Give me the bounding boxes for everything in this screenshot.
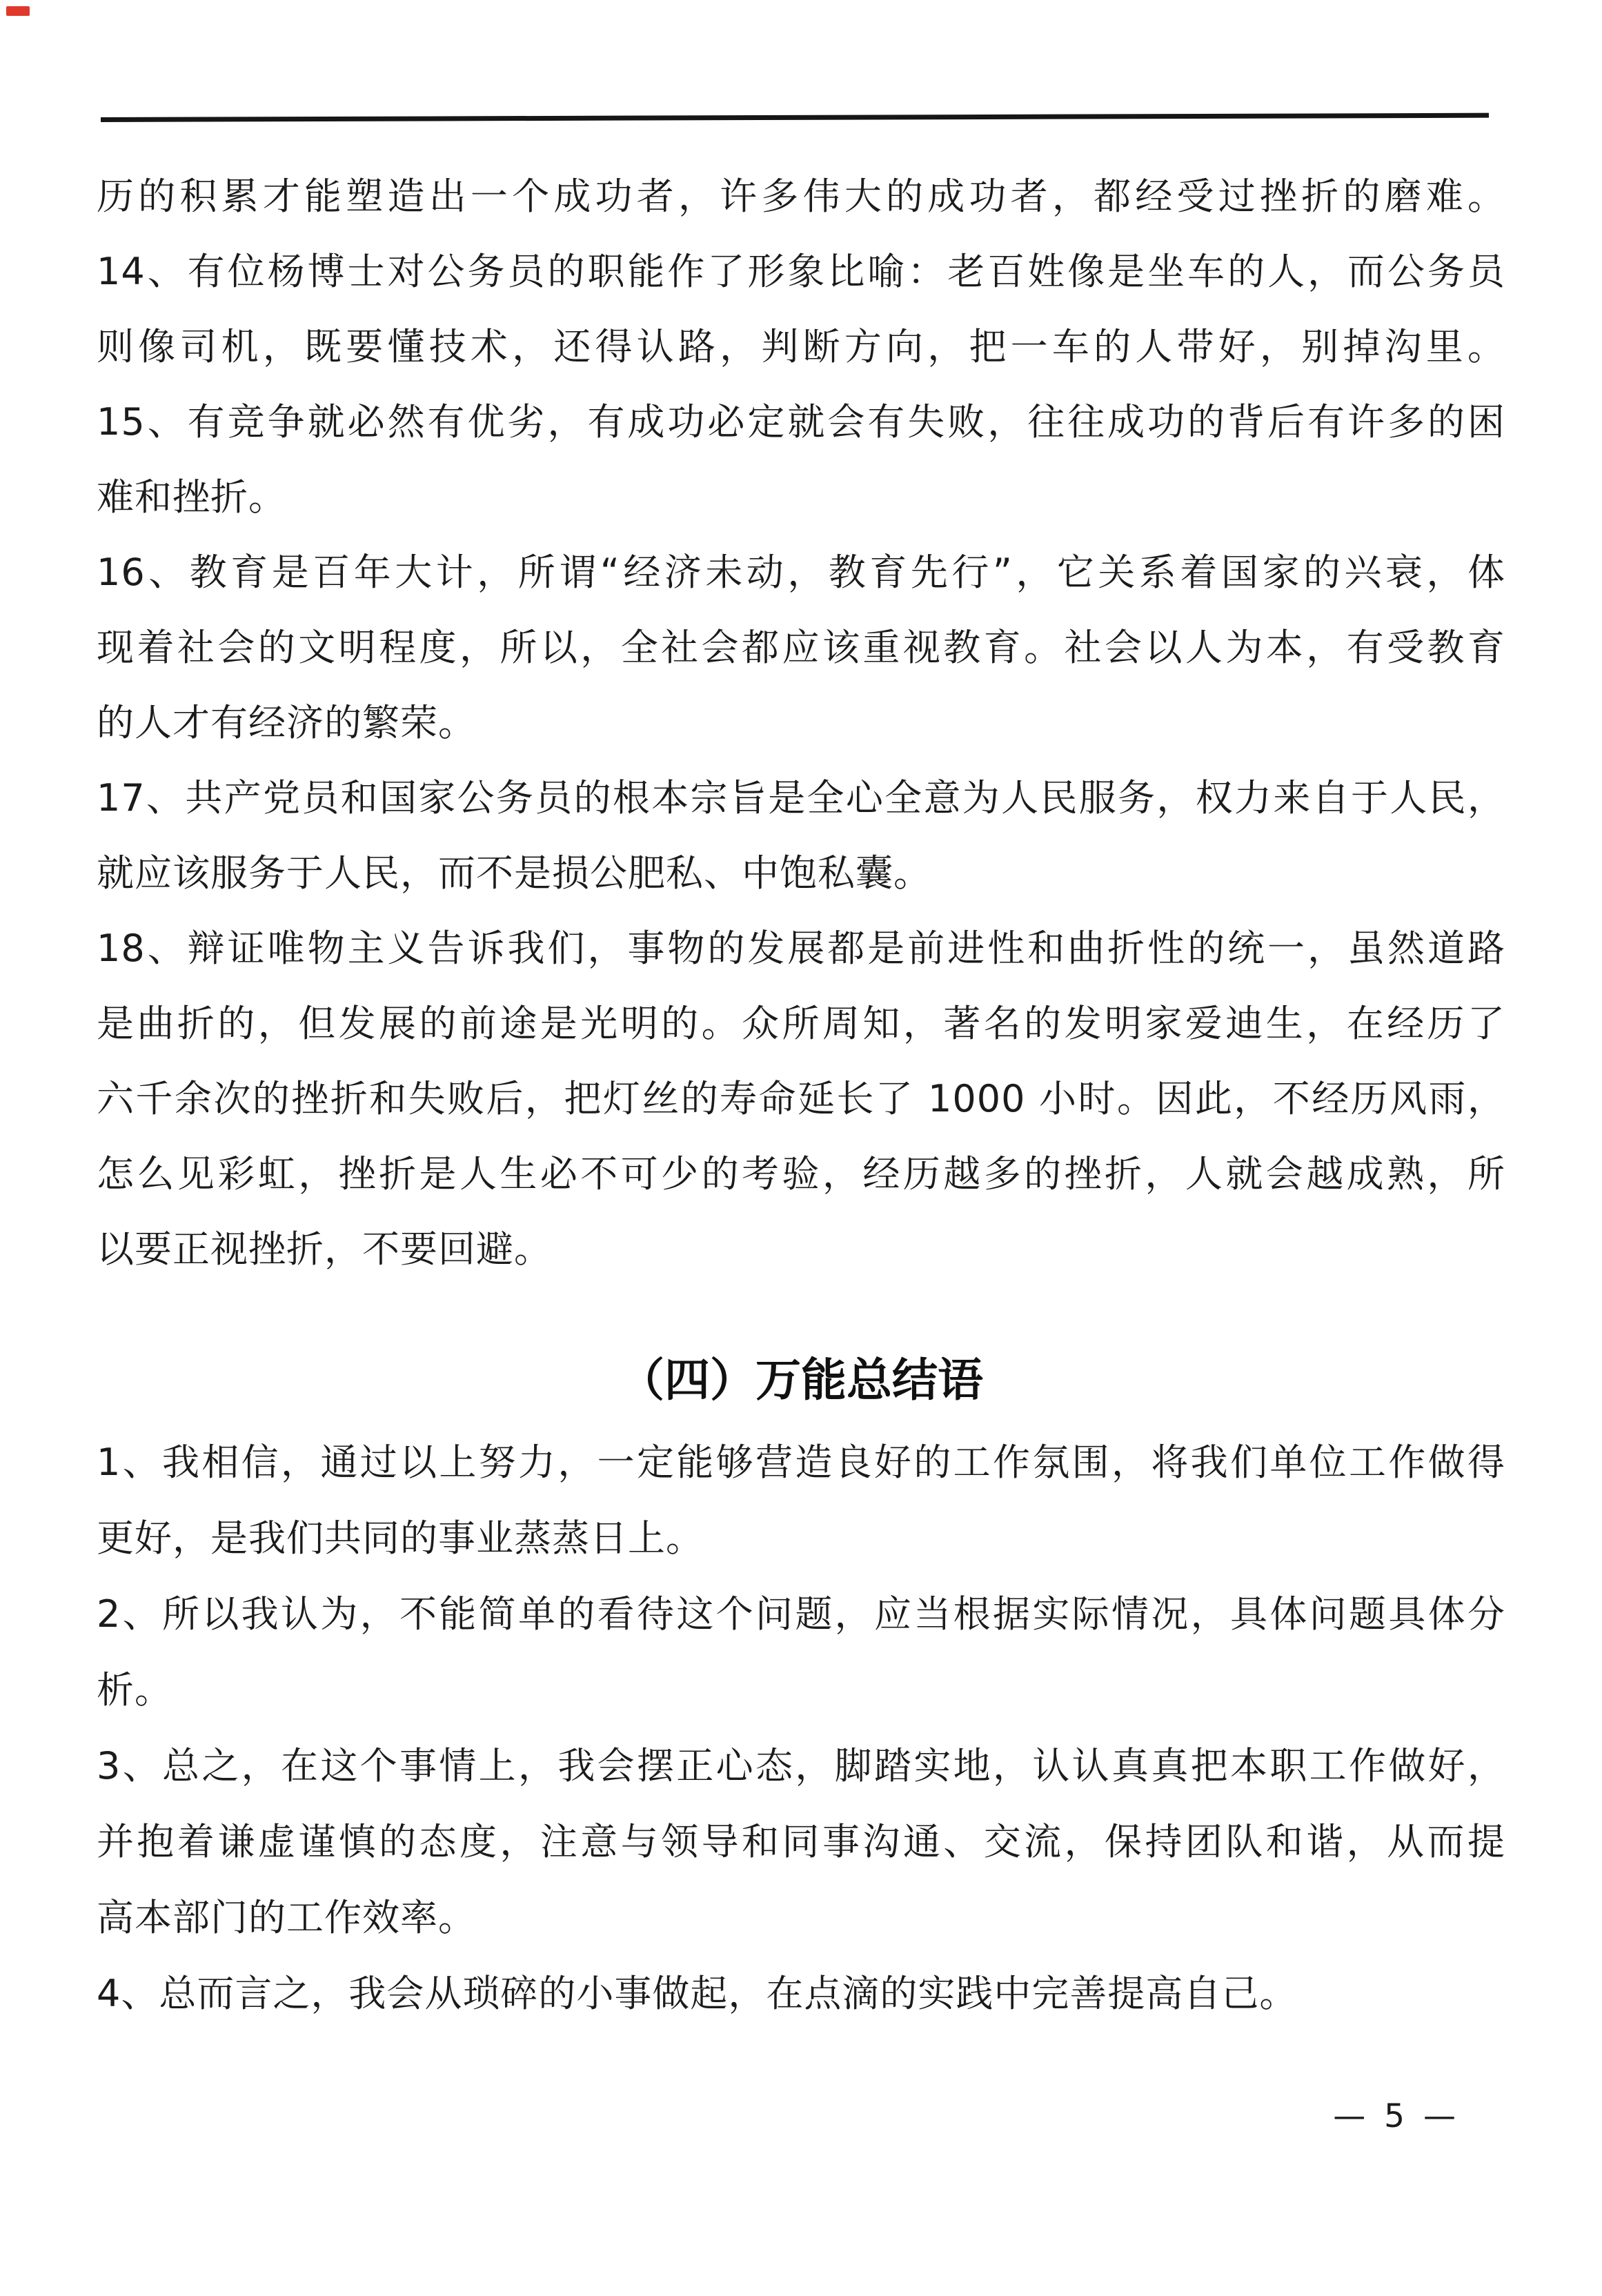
document-line: 17、共产党员和国家公务员的根本宗旨是全心全意为人民服务，权力来自于人民，: [97, 776, 1505, 820]
document-line: 16、教育是百年大计，所谓“经济未动，教育先行”，它关系着国家的兴衰，体: [97, 551, 1505, 594]
body-text-block: [97, 159, 1505, 1287]
document-line: 历的积累才能塑造出一个成功者，许多伟大的成功者，都经受过挫折的磨难。: [97, 175, 1505, 218]
document-line: 并抱着谦虚谨慎的态度，注意与领导和同事沟通、交流，保持团队和谐，从而提: [97, 1820, 1505, 1863]
document-line: 难和挫折。: [97, 475, 286, 519]
document-line: 以要正视挫折，不要回避。: [97, 1227, 552, 1271]
document-line: 1、我相信，通过以上努力，一定能够营造良好的工作氛围，将我们单位工作做得: [97, 1441, 1505, 1484]
page-number: — 5 —: [1333, 2097, 1460, 2135]
header-rule: [101, 113, 1489, 122]
document-line: 怎么见彩虹，挫折是人生必不可少的考验，经历越多的挫折，人就会越成熟，所: [97, 1152, 1505, 1196]
document-line: 3、总之，在这个事情上，我会摆正心态，脚踏实地，认认真真把本职工作做好，: [97, 1744, 1505, 1788]
document-line: 现着社会的文明程度，所以，全社会都应该重视教育。社会以人为本，有受教育: [97, 626, 1505, 669]
summary-text-block: [97, 1425, 1505, 2032]
document-line: 15、有竞争就必然有优劣，有成功必定就会有失败，往往成功的背后有许多的困: [97, 400, 1505, 444]
document-line: 是曲折的，但发展的前途是光明的。众所周知，著名的发明家爱迪生，在经历了: [97, 1002, 1505, 1045]
document-line: 高本部门的工作效率。: [97, 1896, 476, 1939]
document-line: 2、所以我认为，不能简单的看待这个问题，应当根据实际情况，具体问题具体分: [97, 1592, 1505, 1636]
document-line: 析。: [97, 1668, 172, 1712]
document-line: 就应该服务于人民，而不是损公肥私、中饱私囊。: [97, 851, 931, 895]
section-heading: （四）万能总结语: [619, 1354, 983, 1407]
red-corner-mark: [6, 6, 30, 16]
document-line: 14、有位杨博士对公务员的职能作了形象比喻：老百姓像是坐车的人，而公务员: [97, 250, 1505, 293]
document-line: 更好，是我们共同的事业蒸蒸日上。: [97, 1516, 704, 1560]
document-line: 18、辩证唯物主义告诉我们，事物的发展都是前进性和曲折性的统一，虽然道路: [97, 927, 1505, 970]
document-line: 4、总而言之，我会从琐碎的小事做起，在点滴的实践中完善提高自己。: [97, 1972, 1298, 2015]
document-line: 六千余次的挫折和失败后，把灯丝的寿命延长了 1000 小时。因此，不经历风雨，: [97, 1077, 1505, 1120]
document-line: 则像司机，既要懂技术，还得认路，判断方向，把一车的人带好，别掉沟里。: [97, 325, 1505, 368]
document-line: 的人才有经济的繁荣。: [97, 701, 476, 744]
